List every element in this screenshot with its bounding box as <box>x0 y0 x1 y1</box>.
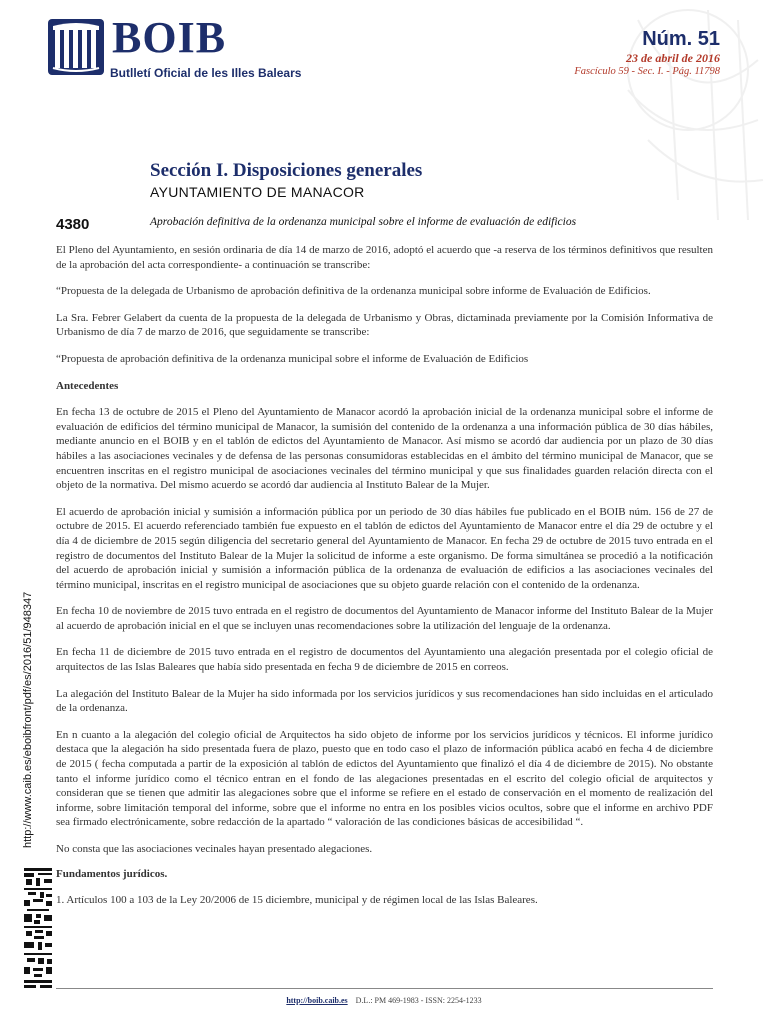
boib-logo-text: BOIB <box>112 13 227 62</box>
paragraph: En fecha 10 de noviembre de 2015 tuvo entrada en el registro de documentos del Ayuntamiento de Manacor informe del Instituto Balear de la Mujer al acuerdo de aprobación inicial en el que se incluyen unas recomendaciones sobre la utilización del lenguaje de la ordenanza. <box>56 605 713 632</box>
paragraph: En fecha 13 de octubre de 2015 el Pleno del Ayuntamiento de Manacor acordó la aprobación inicial de la ordenanza municipal sobre el informe de evaluación de edificios del término municipal de Manacor, la sumisión del contenido de la ordenanza a una información pública de 30 días hábiles, mediante anuncio en el BOIB y en el tablón de edictos del Ayuntamiento de Manacor. Así mismo se acordó dar audiencia por un plazo de 30 días hábiles a las asociaciones vecinales y de defensa de las personas consumidoras establecidas en el ámbito del término municipal de Manacor, que se encuentren inscritas en el registro municipal de asociaciones vecinales del término municipal y que sus finalidades guarden relación directa con el objeto de la normativa. Del mismo acuerdo se acordó dar audiencia al Instituto Balear de la Mujer. <box>56 406 713 492</box>
document-body <box>56 243 713 920</box>
paragraph: En n cuanto a la alegación del colegio oficial de Arquitectos ha sido objeto de informe por los servicios jurídicos y técnicos. El informe jurídico destaca que la alegación ha sido presentada fuera de plazo, puesto que en todo caso el plazo de información pública acabó en fecha 4 de diciembre de 2015 ( fecha computada a partir de la exposición al tablón de edictos del Ayuntamiento que finalizó el día 4 de diciembre de 2015). No obstante tanto el informe jurídico como el técnico entran en el fondo de las alegaciones presentadas en el escrito del colegio oficial de arquitectos y consideran que se tienen que admitir las alegaciones sobre que el informe se refiere en el estado de conservación en el momento de realización del informe, sobre limitación temporal del informe, sobre que el informe no entra en los posibles vicios ocultos, sobre que el informe en archivo PDF sea firmado electrónicamente, sobre redacción de la apartado “ valoración de las condiciones básicas de accesibilidad “. <box>56 728 713 829</box>
section-subtitle: AYUNTAMIENTO DE MANACOR <box>150 184 365 200</box>
paragraph: “Propuesta de la delegada de Urbanismo de aprobación definitiva de la ordenanza municipal sobre informe de Evaluación de Edificios. <box>56 285 651 298</box>
boib-emblem-icon <box>47 18 105 76</box>
subheading-fundamentos: Fundamentos jurídicos. <box>56 867 168 880</box>
paragraph: El acuerdo de aprobación inicial y sumisión a información pública por un periodo de 30 días hábiles fue publicado en el BOIB núm. 156 de 27 de octubre de 2015. El acuerdo referenciado también fue expuesto en el tablón de edictos del Ayuntamiento de Manacor entre el día 29 de octubre y el día 4 de diciembre de 2015 según diligencia del secretario general del Ayuntamiento de Manacor. En fecha 29 de octubre de 2015 tuvo entrada en el registro de documentos del Instituto Balear de la Mujer la solicitud de informe a este organismo. De forma simultánea se procedió a la notificación del acuerdo de aprobación inicial y sumisión a información pública de la ordenanza de evaluación de edificios a las asociaciones vecinales del término municipal, inscritas en el registro municipal de asociaciones que su objeto guarde relación con el contenido de la ordenanza. <box>56 505 713 591</box>
footer <box>0 996 768 1005</box>
footer-legal: D.L.: PM 469-1983 - ISSN: 2254-1233 <box>355 996 482 1005</box>
paragraph: En fecha 11 de diciembre de 2015 tuvo entrada en el registro de documentos del Ayuntamiento una alegación presentada por el colegio oficial de arquitectos de las Islas Baleares que había sido presentada en fecha 9 de diciembre de 2015 en correos. <box>56 646 713 674</box>
document-heading: Aprobación definitiva de la ordenanza municipal sobre el informe de evaluación de edificios <box>150 216 577 228</box>
issue-fascicle: Fascículo 59 - Sec. I. - Pág. 11798 <box>574 66 720 77</box>
footer-divider <box>56 988 713 989</box>
issue-number: Núm. 51 <box>642 28 720 50</box>
qr-code-icon <box>24 868 52 988</box>
paragraph: El Pleno del Ayuntamiento, en sesión ordinaria de día 14 de marzo de 2016, adoptó el acuerdo que -a reserva de los términos definitivos que resulten de la aprobación del acta correspondiente- a continuación se transcribe: <box>56 244 713 271</box>
boib-website-link[interactable]: http://boib.caib.es <box>286 996 348 1005</box>
section-title: Sección I. Disposiciones generales <box>150 160 423 181</box>
paragraph: 1. Artículos 100 a 103 de la Ley 20/2006 de 15 diciembre, municipal y de régimen local de las Islas Baleares. <box>56 894 538 907</box>
paragraph: “Propuesta de aprobación definitiva de la ordenanza municipal sobre el informe de Evaluación de Edificios <box>56 352 529 365</box>
document-number: 4380 <box>56 216 90 233</box>
issue-date: 23 de abril de 2016 <box>626 51 720 65</box>
paragraph: La alegación del Instituto Balear de la Mujer ha sido informada por los servicios jurídicos y sus recomendaciones han sido incluidas en el articulado de la ordenanza. <box>56 687 713 715</box>
paragraph: La Sra. Febrer Gelabert da cuenta de la propuesta de la delegada de Urbanismo y Obras, dictaminada previamente por la Comisión Informativa de Urbanismo de día 7 de marzo de 2016, que seguidamente se transcribe: <box>56 311 713 339</box>
side-document-url[interactable]: http://www.caib.es/eboibfront/pdf/es/2016/51/948347 <box>22 591 34 848</box>
paragraph: No consta que las asociaciones vecinales hayan presentado alegaciones. <box>56 843 373 855</box>
subheading-antecedentes: Antecedentes <box>56 379 119 392</box>
boib-subtitle: Butlletí Oficial de les Illes Balears <box>110 66 302 80</box>
